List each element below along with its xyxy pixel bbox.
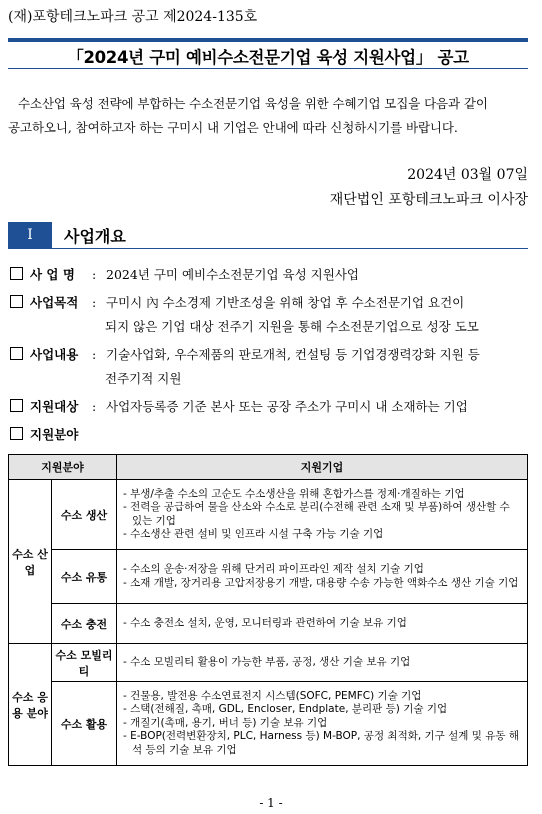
table-row	[9, 480, 528, 550]
item-label: 사업목적	[30, 295, 79, 310]
item-label: 지원대상	[30, 399, 79, 414]
item-value: 2024년 구미 예비수소전문기업 육성 지원사업	[106, 267, 359, 282]
announcement-date: 2024년 03월 07일	[407, 167, 528, 183]
intro-line-1: 수소산업 육성 전략에 부합하는 수소전문기업 육성을 위한 수혜기업 모집을 다음과 같이	[18, 96, 488, 111]
description-bullet: - 수소 모빌리티 활용이 가능한 부품, 공정, 생산 기술 보유 기업	[123, 655, 411, 668]
item-support-target	[10, 397, 468, 415]
description-bullet: - E-BOP(전력변환장치, PLC, Harness 등) M-BOP, 공정 최적화, 기구 설계 및 유동 해석 등의 기술 보유 기업	[123, 730, 520, 756]
page-number: - 1 -	[259, 796, 283, 810]
item-business-purpose	[10, 293, 464, 311]
item-colon: :	[92, 267, 97, 282]
description-bullet: - 건물용, 발전용 수소연료전지 시스템(SOFC, PEMFC) 기술 기업	[123, 689, 422, 702]
subcategory-cell: 수소 유통	[52, 550, 117, 604]
description-bullet: - 전력을 공급하여 물을 산소와 수소로 분리(수전해 관련 소재 및 부품)하여 생산할 수 있는 기업	[123, 501, 510, 527]
item-label: 사 업 명	[30, 267, 75, 282]
item-business-content	[10, 345, 480, 363]
intro-line-2: 공고하오니, 참여하고자 하는 구미시 내 기업은 안내에 따라 신청하시기를 바랍니다.	[8, 120, 458, 135]
description-cell	[117, 682, 528, 766]
item-colon: :	[92, 399, 97, 414]
item-value: 구미시 內 수소경제 기반조성을 위해 창업 후 수소전문기업 요건이	[106, 295, 465, 310]
intro-paragraph	[8, 92, 530, 140]
category-cell: 수소 응용 분야	[9, 644, 52, 766]
subcategory-cell: 수소 충전	[52, 604, 117, 644]
table-header-row	[9, 455, 528, 480]
description-bullet: - 개질기(촉매, 용기, 버너 등) 기술 보유 기업	[123, 716, 328, 729]
table-header-field: 지원분야	[9, 455, 117, 480]
checkbox-square-icon	[10, 347, 23, 360]
item-value: 기술사업화, 우수제품의 판로개척, 컨설팅 등 기업경쟁력강화 지원 등	[106, 347, 480, 362]
description-cell	[117, 644, 528, 682]
item-value: 사업자등록증 기준 본사 또는 공장 주소가 구미시 내 소재하는 기업	[106, 399, 468, 414]
section-number: Ⅰ	[8, 222, 52, 248]
table-header-company: 지원기업	[117, 455, 528, 480]
checkbox-square-icon	[10, 427, 23, 440]
title-banner	[8, 38, 528, 69]
item-label: 사업내용	[30, 347, 79, 362]
subcategory-cell: 수소 활용	[52, 682, 117, 766]
support-field-table	[8, 454, 528, 766]
category-cell: 수소 산업	[9, 480, 52, 644]
table-row	[9, 604, 528, 644]
item-business-name	[10, 265, 359, 283]
description-bullet: - 수소생산 관련 설비 및 인프라 시설 구축 가능 기술 기업	[123, 528, 384, 540]
description-bullet: - 수소 충전소 설치, 운영, 모니터링과 관련하여 기술 보유 기업	[123, 616, 407, 629]
description-bullet: - 스택(전해질, 촉매, GDL, Encloser, Endplate, 분리판 등) 기술 기업	[123, 703, 448, 716]
description-cell	[117, 480, 528, 550]
checkbox-square-icon	[10, 267, 23, 280]
description-bullet: - 소재 개발, 장거리용 고압저장용기 개발, 대용량 수송 가능한 액화수소 생산 기술 기업	[123, 576, 519, 589]
checkbox-square-icon	[10, 295, 23, 308]
description-bullet: - 부생/추출 수소의 고순도 수소생산을 위해 혼합가스를 정제·개질하는 기업	[123, 487, 465, 500]
table-row	[9, 550, 528, 604]
table-row	[9, 682, 528, 766]
description-bullet: - 수소의 운송·저장을 위해 단거리 파이프라인 제작 설치 기술 기업	[123, 563, 424, 575]
item-value-continued: 되지 않은 기업 대상 전주기 지원을 통해 수소전문기업으로 성장 도모	[105, 319, 479, 334]
subcategory-cell: 수소 생산	[52, 480, 117, 550]
table-row	[9, 644, 528, 682]
description-cell	[117, 550, 528, 604]
subcategory-cell: 수소 모빌리티	[52, 644, 117, 682]
document-number: (재)포항테크노파크 공고 제2024-135호	[8, 9, 258, 25]
item-value-continued: 전주기적 지원	[105, 371, 182, 386]
section-header	[8, 222, 528, 249]
checkbox-square-icon	[10, 399, 23, 412]
item-support-field	[10, 425, 92, 443]
item-label: 지원분야	[30, 427, 79, 442]
page-title: 「2024년 구미 예비수소전문기업 육성 지원사업」 공고	[67, 48, 469, 67]
description-cell	[117, 604, 528, 644]
section-title: 사업개요	[64, 227, 126, 246]
issuing-organization: 재단법인 포항테크노파크 이사장	[329, 192, 528, 208]
item-colon: :	[92, 295, 97, 310]
item-colon: :	[92, 347, 97, 362]
